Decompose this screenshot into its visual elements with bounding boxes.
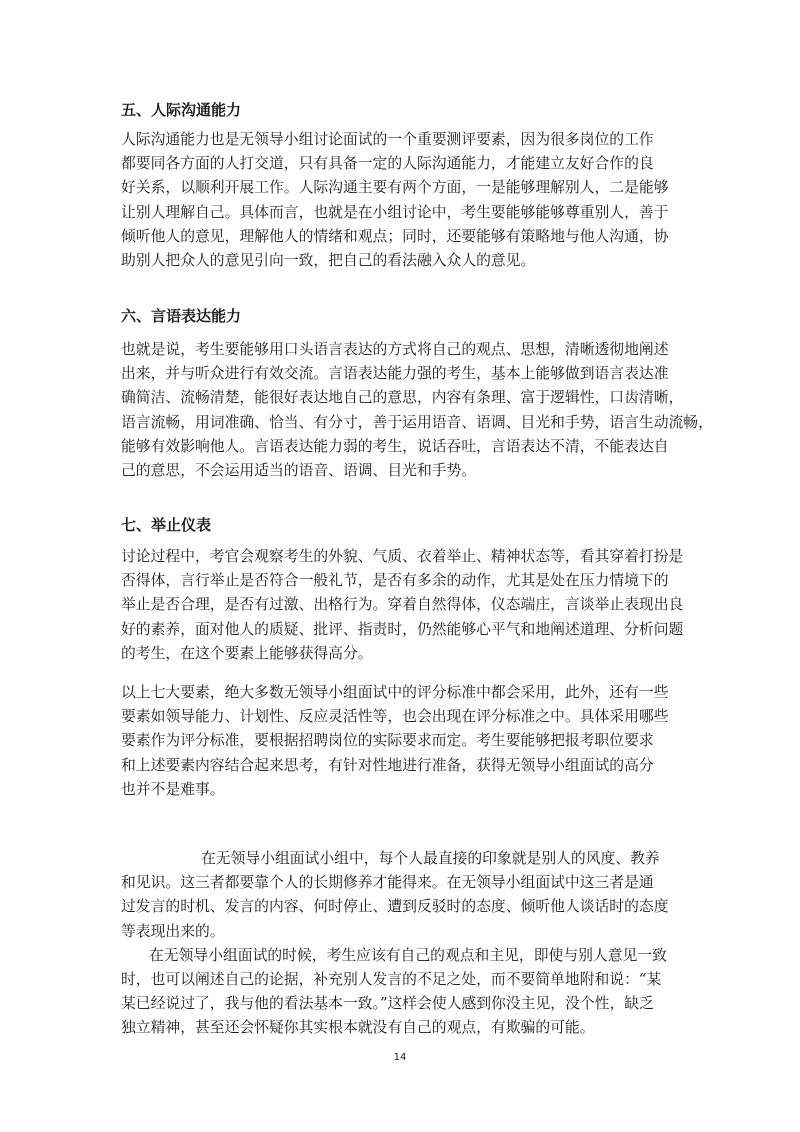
text-line: 好的素养，面对他人的质疑、批评、指责时，仍然能够心平气和地阐述道理、分析问题 xyxy=(121,620,684,638)
text-line: 等表现出来的。 xyxy=(121,922,225,940)
section-heading-7: 七、举止仪表 xyxy=(121,516,212,534)
text-line: 要素如领导能力、计划性、反应灵活性等，也会出现在评分标准之中。具体采用哪些 xyxy=(121,708,669,726)
text-line: 也就是说，考生要能够用口头语言表达的方式将自己的观点、思想，清晰透彻地阐述 xyxy=(121,341,669,358)
text-line: 也并不是难事。 xyxy=(121,780,225,798)
text-line: 语言流畅，用词准确、恰当、有分寸，善于运用语音、语调、目光和手势，语言生动流畅， xyxy=(121,413,713,431)
text-line: 要素作为评分标准，要根据招聘岗位的实际要求而定。考生要能够把报考职位要求 xyxy=(121,732,654,750)
text-line: 好关系，以顺利开展工作。人际沟通主要有两个方面，一是能够理解别人，二是能够 xyxy=(121,179,669,197)
text-line: 在无领导小组面试小组中，每个人最直接的印象就是别人的风度、教养 xyxy=(201,850,660,867)
section-heading-6: 六、言语表达能力 xyxy=(121,307,242,325)
text-line: 的考生，在这个要素上能够获得高分。 xyxy=(121,644,373,662)
text-line: 和上述要素内容结合起来思考，有针对性地进行准备，获得无领导小组面试的高分 xyxy=(121,756,654,774)
text-line: 让别人理解自己。具体而言，也就是在小组讨论中，考生要能够能够尊重别人，善于 xyxy=(121,203,669,221)
text-line: 举止是否合理，是否有过激、出格行为。穿着自然得体，仪态端庄，言谈举止表现出良 xyxy=(121,596,684,614)
text-line: 和见识。这三者都要靠个人的长期修养才能得来。在无领导小组面试中这三者是通 xyxy=(121,874,654,892)
text-line: 独立精神，甚至还会怀疑你其实根本就没有自己的观点，有欺骗的可能。 xyxy=(121,1019,595,1037)
section-body-7 xyxy=(121,545,684,666)
text-line: 倾听他人的意见，理解他人的情绪和观点；同时，还要能够有策略地与他人沟通，协 xyxy=(121,227,669,245)
text-line: 确简洁、流畅清楚，能很好表达地自己的意思，内容有条理、富于逻辑性，口齿清晰， xyxy=(121,389,684,407)
section-heading-5: 五、人际沟通能力 xyxy=(121,101,242,119)
text-line: 以上七大要素，绝大多数无领导小组面试中的评分标准中都会采用，此外，还有一些 xyxy=(121,684,669,701)
page-number: 14 xyxy=(393,1052,407,1063)
text-line: 时，也可以阐述自己的论据，补充别人发言的不足之处，而不要简单地附和说：“某 xyxy=(121,971,662,989)
section-body-6 xyxy=(121,338,713,483)
text-line: 某已经说过了，我与他的看法基本一致。”这样会使人感到你没主见，没个性，缺乏 xyxy=(121,995,654,1013)
text-line: 在无领导小组面试的时候，考生应该有自己的观点和主见，即使与别人意见一致 xyxy=(149,946,667,964)
text-line: 都要同各方面的人打交道，只有具备一定的人际沟通能力，才能建立友好合作的良 xyxy=(121,155,654,173)
text-line: 否得体，言行举止是否符合一般礼节，是否有多余的动作，尤其是处在压力情境下的 xyxy=(121,572,669,590)
text-line: 人际沟通能力也是无领导小组讨论面试的一个重要测评要素，因为很多岗位的工作 xyxy=(121,131,654,148)
text-line: 己的意思，不会运用适当的语音、语调、目光和手势。 xyxy=(121,462,477,480)
text-line: 助别人把众人的意见引向一致，把自己的看法融入众人的意见。 xyxy=(121,252,536,270)
text-line: 出来，并与听众进行有效交流。言语表达能力强的考生，基本上能够做到语言表达准 xyxy=(121,365,669,383)
summary-paragraph xyxy=(121,681,681,802)
closing-paragraph xyxy=(121,847,681,1041)
text-line: 讨论过程中，考官会观察考生的外貌、气质、衣着举止、精神状态等，看其穿着打扮是 xyxy=(121,548,684,565)
section-body-5 xyxy=(121,128,681,273)
text-line: 能够有效影响他人。言语表达能力弱的考生，说话吞吐，言语表达不清，不能表达自 xyxy=(121,437,669,455)
text-line: 过发言的时机、发言的内容、何时停止、遭到反驳时的态度、倾听他人谈话时的态度 xyxy=(121,898,669,916)
